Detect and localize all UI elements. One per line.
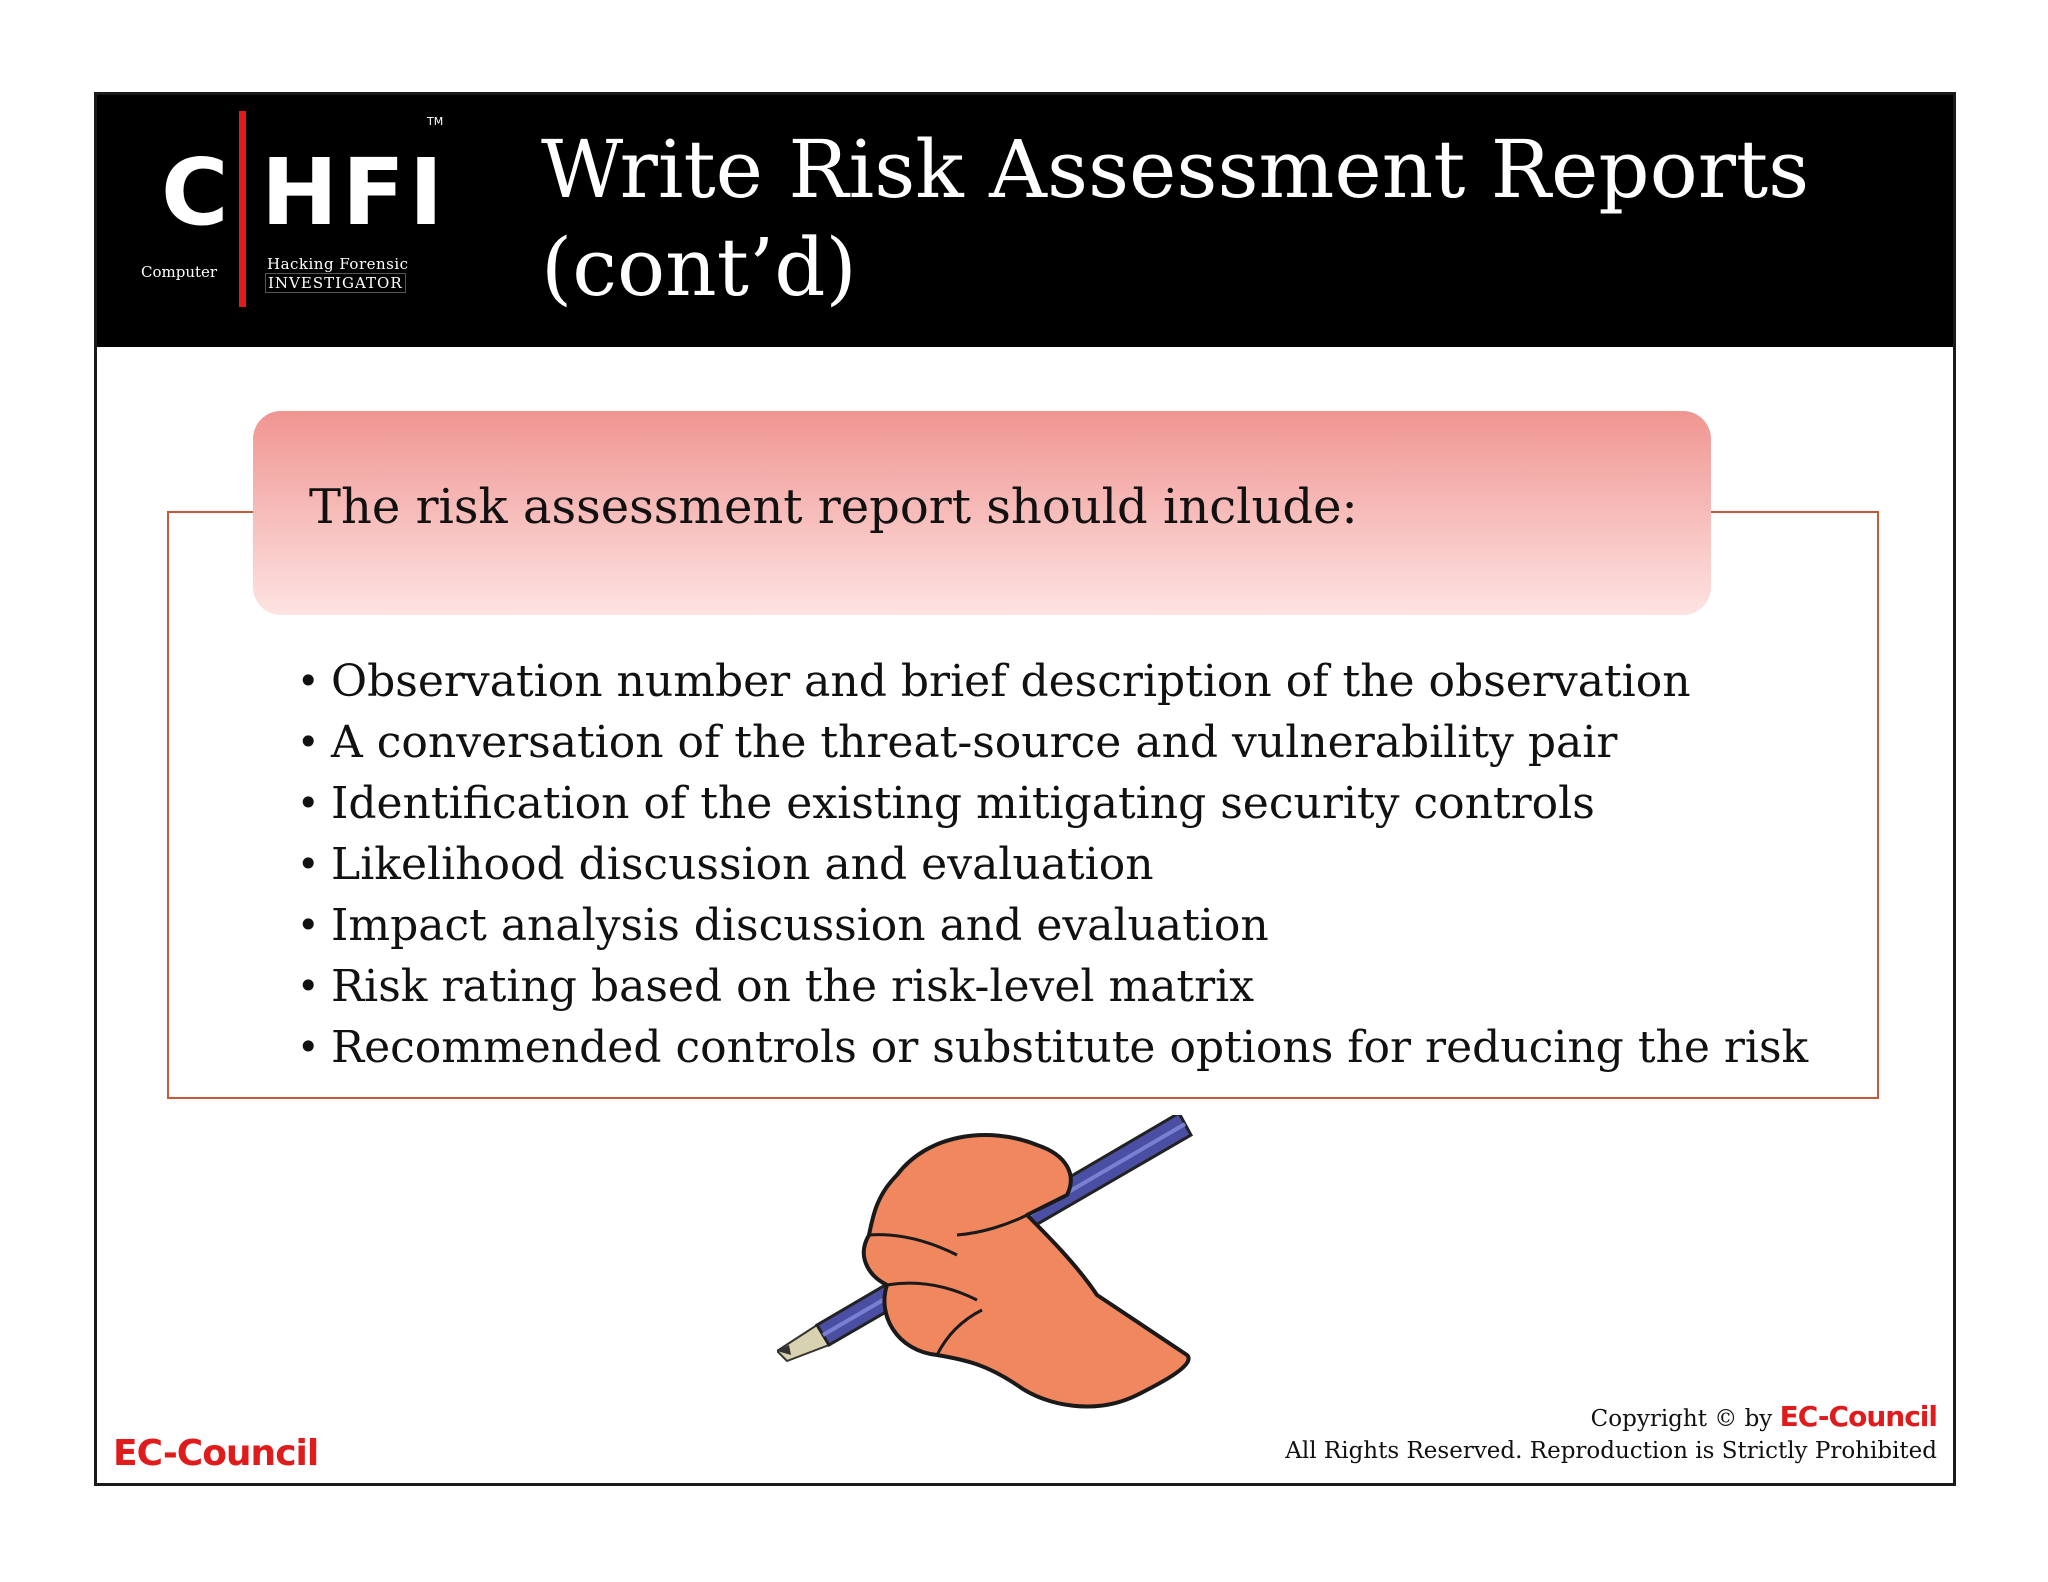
title-line2: (cont’d): [541, 221, 857, 314]
copyright-prefix: Copyright © by: [1590, 1406, 1773, 1432]
list-item: [297, 712, 1808, 773]
hand-writing-icon: [777, 1115, 1197, 1415]
logo-subtitle-line1: Hacking Forensic: [267, 255, 409, 273]
title-line1: Write Risk Assessment Reports: [541, 123, 1810, 216]
list-item: [297, 895, 1808, 956]
logo-trademark: TM: [427, 115, 444, 128]
list-item: [297, 773, 1808, 834]
hand-shape: [864, 1135, 1189, 1406]
bullet-dot: •: [297, 720, 320, 764]
bullet-dot: •: [297, 781, 320, 825]
ec-council-brand: EC-Council: [113, 1433, 319, 1474]
bullet-dot: •: [297, 659, 320, 703]
copyright-notice: [1285, 1401, 1937, 1467]
callout-box: [253, 411, 1711, 615]
logo-letters-hfi: HFI: [261, 139, 448, 246]
bullet-dot: •: [297, 964, 320, 1008]
list-item-text: Impact analysis discussion and evaluation: [331, 900, 1269, 951]
list-item-text: Observation number and brief description of the observation: [331, 656, 1691, 707]
list-item-text: Recommended controls or substitute options for reducing the risk: [331, 1022, 1809, 1073]
slide: [94, 92, 1956, 1486]
copyright-rights: All Rights Reserved. Reproduction is Strictly Prohibited: [1285, 1438, 1937, 1464]
chfi-logo: [141, 111, 448, 311]
list-item: [297, 651, 1808, 712]
callout-text: The risk assessment report should include:: [309, 479, 1358, 535]
list-item: [297, 1017, 1808, 1078]
logo-red-bar: [239, 111, 246, 307]
list-item-text: Risk rating based on the risk-level matrix: [331, 961, 1255, 1012]
header-bar: [97, 95, 1953, 347]
logo-computer-label: Computer: [141, 263, 218, 281]
list-item-text: Likelihood discussion and evaluation: [331, 839, 1154, 890]
slide-title: [541, 121, 1921, 317]
bullet-dot: •: [297, 842, 320, 886]
copyright-brand: EC-Council: [1779, 1400, 1937, 1433]
list-item-text: Identification of the existing mitigating security controls: [331, 778, 1595, 829]
list-item: [297, 956, 1808, 1017]
bullet-dot: •: [297, 903, 320, 947]
bullet-dot: •: [297, 1025, 320, 1069]
bullet-list: [297, 651, 1808, 1078]
list-item-text: A conversation of the threat-source and vulnerability pair: [331, 717, 1618, 768]
logo-subtitle-line2: INVESTIGATOR: [265, 273, 406, 293]
copyright-line1: [1285, 1401, 1937, 1435]
logo-letter-c: C: [161, 139, 229, 246]
list-item: [297, 834, 1808, 895]
